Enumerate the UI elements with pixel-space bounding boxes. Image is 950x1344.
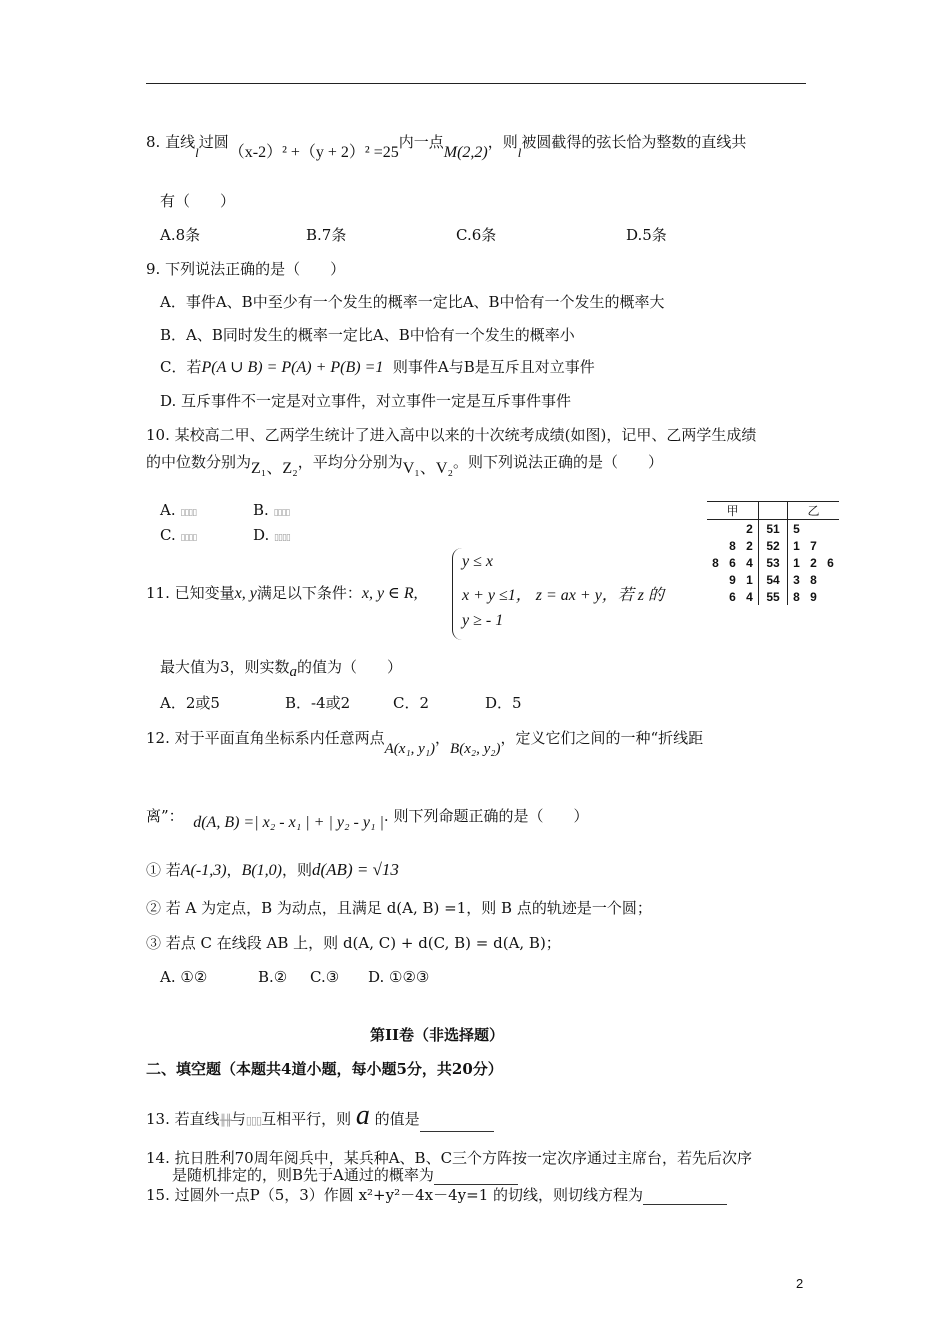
part2-title: 第II卷（非选择题） [370,1026,505,1044]
q9-option-d: D. 互斥事件不一定是对立事件，对立事件一定是互斥事件事件 [160,392,572,410]
q12-option-b: B.② [258,968,288,986]
q8-option-c: C.6条 [456,226,497,244]
q12-line2: 离”： d(A, B) =| x₂ - x₁ | + | y₂ - y₁ |. 则下列命题正确的是（ ） [146,807,589,831]
right-header: 乙 [788,502,840,520]
q10-option-d: D. ▯▯▯▯ [253,526,290,544]
q11-line2: 最大值为3，则实数a的值为（ ） [160,658,403,680]
stem-row: 8 6 4 53 1 2 6 [712,555,834,570]
q11-line1: 11. 已知变量x, y满足以下条件：x, y ∈ R, [146,584,418,602]
q11-option-a: A．2或5 [160,694,220,712]
q10-line1: 10. 某校高二甲、乙两学生统计了进入高中以来的十次统考成绩(如图)，记甲、乙两学生成绩 [146,426,757,444]
q9-option-a: A．事件A、B中至少有一个发生的概率一定比A、B中恰有一个发生的概率大 [160,293,665,311]
q11-option-d: D．5 [485,694,522,712]
q8-option-b: B.7条 [306,226,347,244]
section-heading: 二、填空题（本题共4道小题，每小题5分，共20分） [146,1060,503,1078]
page-number: 2 [796,1276,804,1291]
q15-line: 15. 过圆外一点P（5，3）作圆 x²+y²－4x－4y=1 的切线，则切线方程为 [146,1184,727,1205]
q14-line2: 是随机排定的，则B先于A通过的概率为 [146,1164,518,1185]
q8-option-a: A.8条 [160,226,201,244]
stem-row: 2 51 5 [746,521,800,536]
stem-leaf-table [707,501,839,605]
q15-answer-blank[interactable] [643,1190,727,1205]
q12-statement-1: ① 若A(-1,3)，B(1,0)，则d(AB) = √13 [146,860,399,879]
stem-row: 9 1 54 3 8 [729,572,817,587]
q12-option-c: C.③ [310,968,340,986]
q11-options [160,692,522,713]
q10-option-b: B. ▯▯▯▯ [253,501,290,519]
q12-line1: 12. 对于平面直角坐标系内任意两点A(x₁, y₁)，B(x₂, y₂)，定义它们之间的一种“折线距 [146,729,704,757]
stem-row: 6 4 55 8 9 [729,589,817,604]
q12-options [160,968,429,986]
q13-answer-blank[interactable] [420,1117,494,1132]
q8-line1: 8. 直线l过圆（x-2）² +（y + 2）² =25内一点M(2,2)，则l被圆截得的弦长恰为整数的直线共 [146,133,747,161]
q10-line2: 的中位数分别为Z₁、Z₂，平均分分别为V₁、V₂。则下列说法正确的是（ ） [146,453,664,477]
q10-option-c: C. ▯▯▯▯ [160,526,197,544]
q12-option-d: D. ①②③ [368,968,430,986]
q9-stem: 9. 下列说法正确的是（ ） [146,260,346,278]
header-rule [146,83,806,84]
q14-line1: 14. 抗日胜利70周年阅兵中，某兵种A、B、C三个方阵按一定次序通过主席台，若先后次序 [146,1149,753,1167]
q11-case-2: x + y ≤1， z = ax + y，若 z 的 [462,587,665,604]
q12-statement-2: ② 若 A 为定点，B 为动点，且满足 d(A, B) =1，则 B 点的轨迹是一个圆； [146,899,652,917]
q11-option-c: C．2 [393,694,430,712]
q8-option-d: D.5条 [626,226,667,244]
stem-row: 8 2 52 1 7 [729,538,817,553]
q9-option-c: C．若P(A ∪ B) = P(A) + P(B) =1 则事件A与B是互斥且对立事件 [160,358,595,376]
q11-case-3: y ≥ - 1 [462,612,504,629]
q12-option-a: A. ①② [160,968,208,986]
q11-case-1: y ≤ x [462,553,493,570]
q10-option-a: A. ▯▯▯▯ [160,501,197,519]
q14-answer-blank[interactable] [434,1170,518,1185]
q11-option-b: B．-4或2 [285,694,351,712]
q8-line2: 有（ ） [160,192,236,210]
q13-line: 13. 若直线╫╫与▯▯▯互相平行，则 a 的值是 [146,1100,494,1132]
q12-statement-3: ③ 若点 C 在线段 AB 上，则 d(A, C) + d(C, B) = d(A, B)； [146,934,561,952]
left-header: 甲 [707,502,759,520]
q8-options [160,224,667,245]
q9-option-b: B．A、B同时发生的概率一定比A、B中恰有一个发生的概率小 [160,326,575,344]
